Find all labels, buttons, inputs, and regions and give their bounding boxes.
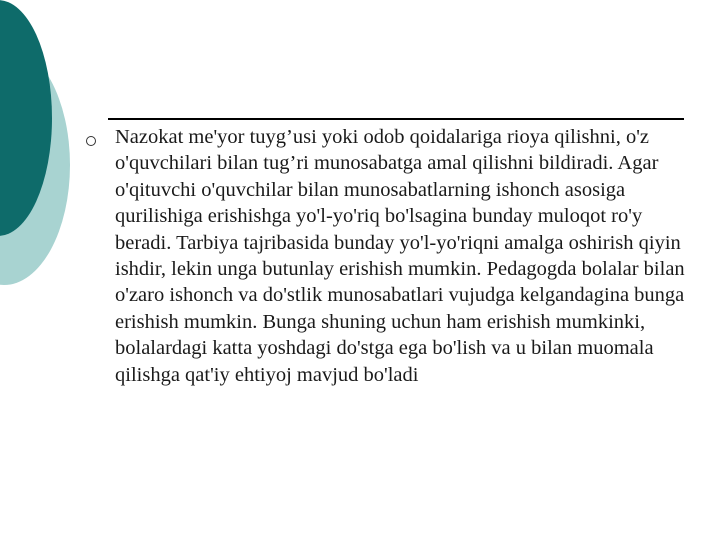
body-paragraph: Nazokat me'yor tuyg’usi yoki odob qoidalariga rioya qilishni, o'z o'quvchilari bilan tug’ri munosabatga amal qilishni bildiradi. Agar o'qituvchi o'quvchilar bilan munosabatlarning ishonch asosiga qurilishiga erishishga yo'l-yo'riq bo'lsagina bunday muloqot ro'y beradi. Tarbiya tajribasida bunday yo'l-yo'riqni amalga oshirish qiyin ishdir, lekin unga butunlay erishish mumkin. Pedagogda bolalar bilan o'zaro ishonch va do'stlik munosabatlari vujudga kelgandagina bunga erishish mumkin. Bunga shuning uchun ham erishish mumkinki, bolalardagi katta yoshdagi do'stga ega bo'lish va u bilan muomala qilishga qat'iy ehtiyoj mavjud bo'ladi [115,126,685,386]
title-divider-line [108,118,684,120]
decorative-circles-graphic [0,0,120,300]
hollow-circle-bullet-icon [86,136,96,146]
